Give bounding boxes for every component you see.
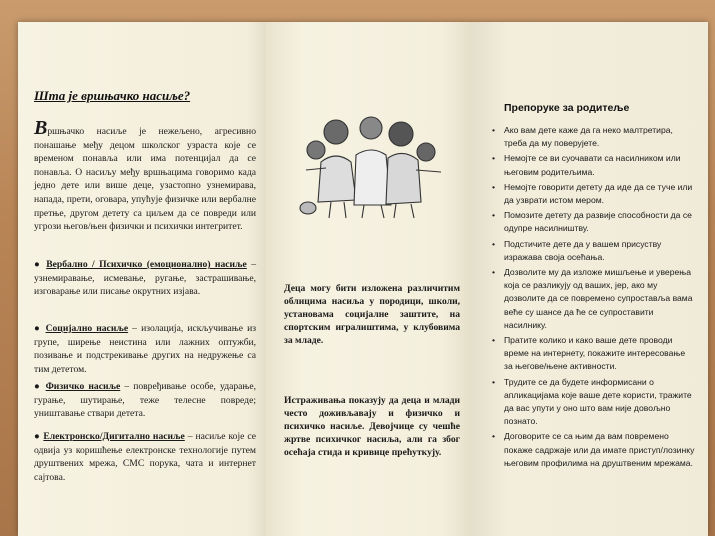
middle-panel xyxy=(266,22,472,536)
type-verbal: ● Вербално / Психичко (емоционално) насиље – узнемиравање, исмевање, ругање, застрашивање, изговарање или писање окрутних изјава. xyxy=(34,259,256,298)
left-title: Шта је вршњачко насиље? xyxy=(34,88,191,103)
list-item: • Немојте се ви суочавати са насилником или његовим родитељима. xyxy=(492,152,696,178)
type-name: Физичко насиље xyxy=(45,381,121,392)
list-item: • Договорите се са њим да вам повремено покаже садржаје или да имате приступ/лозинку његовим профилима на друштвеним мрежама. xyxy=(492,430,696,470)
right-title: Препоруке за родитеље xyxy=(504,102,630,114)
type-name: Вербално / Психичко (емоционално) насиље xyxy=(46,259,247,270)
type-name: Социјално насиље xyxy=(45,323,129,334)
type-social: ● Социјално насиље – изолација, искључивање из групе, ширење неистина или лажних оптужби, позивање и подстрекивање других на недружење са тим дететом. xyxy=(34,323,256,375)
right-panel xyxy=(472,22,708,536)
intro-text: ршњачко насиље је нежељено, агресивно понашање међу децом школског узраста које се временом понавља или има потенцијал да се понавља. О насиљу међу вршњацима говоримо када једно дете или више деце, узастопно узнемирава, напада, прети, оговара, упућује физичке или вербалне претње, другом детету са циљем да се повреди или угрози његов/њен физички и психички интегритет. xyxy=(34,126,256,233)
list-item: • Помозите детету да развије способности да се одупре насилништву. xyxy=(492,209,696,235)
drop-cap: В xyxy=(34,117,48,139)
list-item: • Ако вам дете каже да га неко малтретира, треба да му поверујете. xyxy=(492,124,696,150)
list-item: • Подстичите дете да у вашем присуству изражава своја осећања. xyxy=(492,238,696,264)
brochure xyxy=(18,22,708,536)
middle-text-1: Деца могу бити изложена различитим облицима насиља у породици, школи, установама социјалне заштите, на спортским игралиштима, у клубовима за младе. xyxy=(284,283,460,346)
intro-paragraph xyxy=(34,117,256,234)
type-digital: ● Електронско/Дигитално насиље – насиље које се одвија уз коришћење електронске технологије путем друштвених мрежа, СМС порука, чата и интернет сајтова. xyxy=(34,431,257,483)
list-item: • Немојте говорити детету да иде да се туче или да узврати истом мером. xyxy=(492,181,696,207)
list-item: • Дозволите му да изложе мишљење и уверења која се разликују од ваших, јер, ако му дозволите да се повремено супроставља вама веће су шансе да ће се супроставити насилнику. xyxy=(492,266,696,332)
left-panel xyxy=(18,22,266,536)
list-item: • Пратите колико и како ваше дете проводи време на интернету, покажите интересовање за његове/њене активности. xyxy=(492,334,696,374)
middle-text-2: Истраживања показују да деца и млади често доживљавају и физичко и психичко насиље. Девојчице су чешће жртве психичког насиља, али га због осећаја стида и кривице прећуткују. xyxy=(284,395,460,458)
type-physical: ● Физичко насиље – повређивање особе, ударање, гурање, шутирање, теже телесне повреде; уништавање ствари детета. xyxy=(34,381,257,420)
type-name: Електронско/Дигитално насиље xyxy=(43,431,185,442)
recommendations-list xyxy=(492,124,696,472)
list-item: • Трудите се да будете информисани о апликацијама које ваше дете користи, тражите да вас упути у оно што вам није довољно познато. xyxy=(492,376,696,429)
children-group-illustration xyxy=(296,110,446,220)
